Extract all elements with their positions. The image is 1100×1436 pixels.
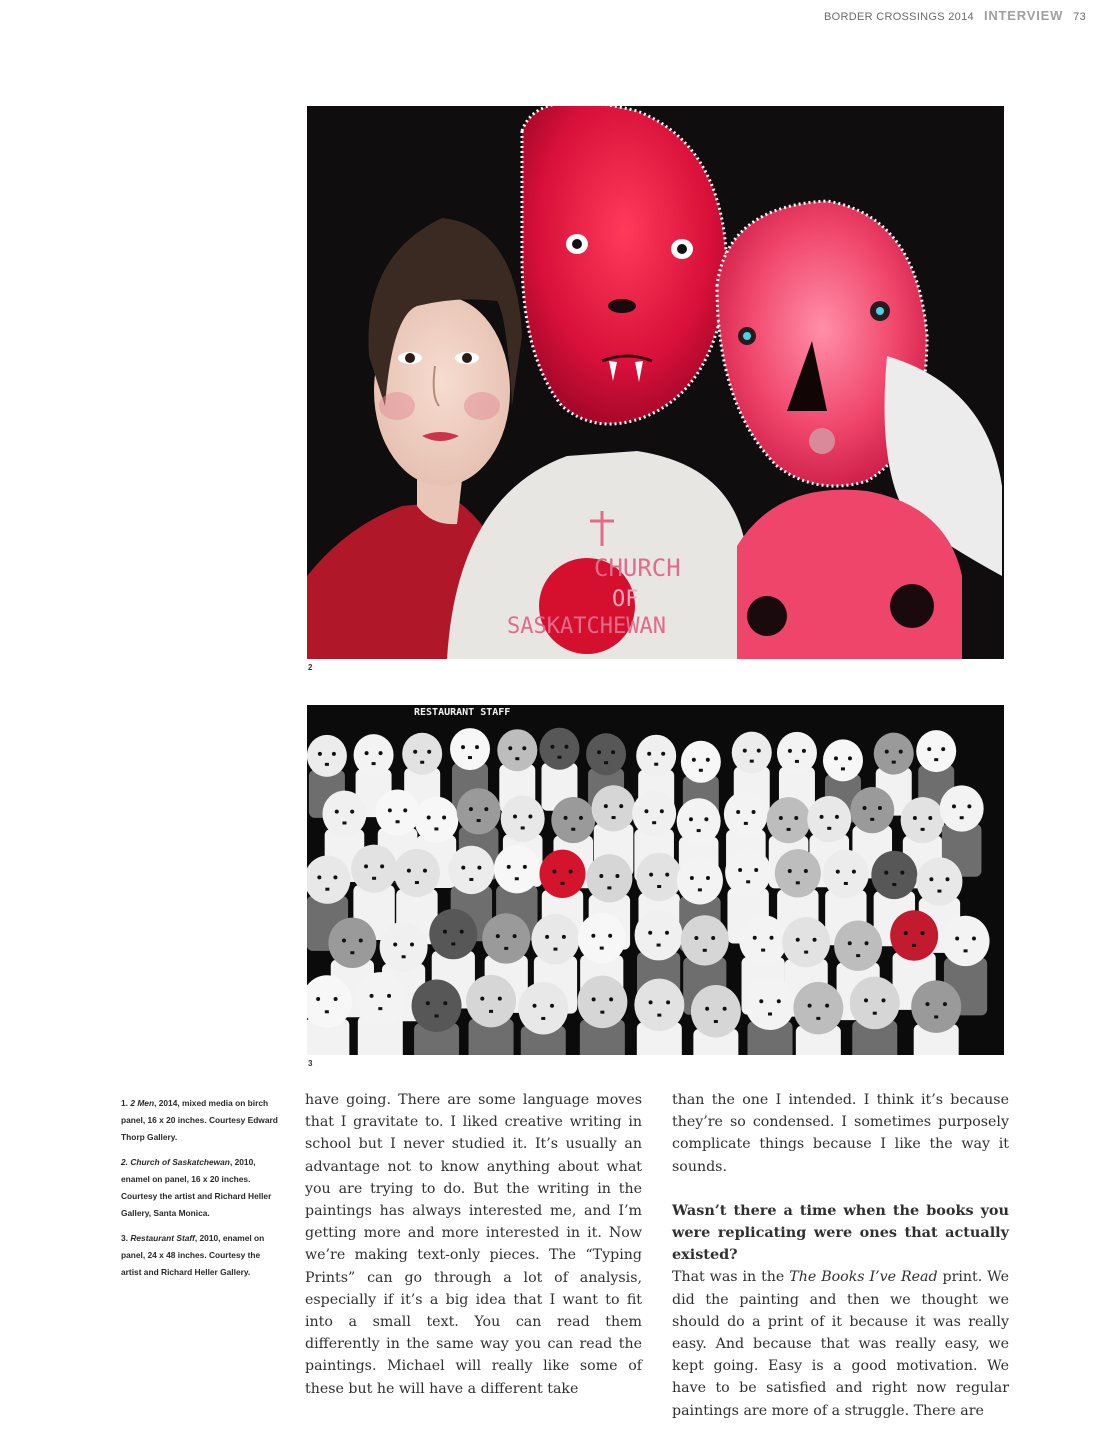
painted-face [850,787,894,833]
face-mouth [607,886,611,889]
face-eye [550,745,554,749]
face-eye [660,809,664,813]
painted-face [531,914,579,964]
face-eye [753,936,757,940]
painted-face [354,734,394,776]
face-eye [899,750,903,754]
face-mouth [571,828,575,831]
face-eye [513,934,517,938]
face-eye [804,869,808,873]
face-eye [759,999,763,1003]
face-mouth [787,828,791,831]
face-mouth [434,827,438,830]
face-mouth [469,878,473,881]
book-title: The Books I’ve Read [789,1269,938,1286]
painted-face [636,735,676,777]
painted-face [677,798,721,844]
face-eye [647,752,651,756]
article-column-1 [305,1089,642,1400]
face-mouth [816,1017,820,1020]
painted-face [782,917,830,967]
face-eye [820,815,824,819]
caption-2: 2. Church of Saskatchewan, 2010, enamel on panel, 16 x 20 inches. Courtesy the artist and Richard Heller Gallery, Santa Monica. [121,1157,272,1218]
painted-face [732,732,772,774]
face-eye [599,874,603,878]
face-eye [365,751,369,755]
face-eye [461,745,465,749]
painted-face [834,921,882,971]
face-mouth [657,1014,661,1017]
face-eye [802,749,806,753]
painted-face [494,845,540,893]
face-eye [882,998,886,1002]
painted-face [745,978,795,1031]
face-eye [904,931,908,935]
face-eye [754,868,758,872]
face-eye [967,804,971,808]
face-eye [738,868,742,872]
face-eye [460,930,464,934]
painted-face [823,739,863,781]
face-mouth [795,760,799,763]
painted-face [916,730,956,772]
painted-face [380,922,428,972]
face-eye [579,816,583,820]
face-eye [928,816,932,820]
face-eye [332,752,336,756]
face-eye [317,875,321,879]
article-column-2 [672,1089,1009,1422]
face-eye [427,816,431,820]
face-mouth [350,951,354,954]
face-eye [608,934,612,938]
painted-face [632,790,676,836]
painted-face [355,972,405,1025]
face-mouth [372,762,376,765]
face-eye [929,877,933,881]
face-eye [777,999,781,1003]
face-eye [522,746,526,750]
face-eye [694,936,698,940]
face-mouth [960,816,964,819]
face-eye [370,994,374,998]
face-eye [705,1007,709,1011]
face-mouth [612,816,616,819]
painting-restaurant-staff-image [307,705,1004,1055]
painted-face [586,854,632,902]
painted-face [739,915,787,965]
face-eye [692,758,696,762]
interview-question: Wasn’t there a time when the books you were replicating were ones that actually existed? [672,1201,1009,1264]
face-mouth [657,944,661,947]
face-mouth [827,827,831,830]
face-eye [863,806,867,810]
face-eye [900,871,904,875]
face-eye [752,810,756,814]
face-mouth [435,1014,439,1017]
face-eye [564,816,568,820]
face-mouth [856,954,860,957]
painted-face [807,796,851,842]
face-mouth [703,949,707,952]
face-eye [475,745,479,749]
face-mouth [515,757,519,760]
face-mouth [937,890,941,893]
face-eye [523,865,527,869]
face-eye [498,997,502,1001]
face-mouth [553,948,557,951]
face-eye [706,876,710,880]
face-eye [388,808,392,812]
face-eye [865,941,869,945]
face-eye [592,997,596,1001]
painted-face [376,789,420,835]
face-eye [757,749,761,753]
face-eye [619,804,623,808]
painted-face [414,797,458,843]
face-mouth [697,829,701,832]
face-eye [885,750,889,754]
face-eye [443,1001,447,1005]
painted-face [725,848,771,896]
body-paragraph: have going. There are some language moves that I gravitate to. I liked creative writing in school but I never studied it. It’s usually an advantage not to know anything about what you are trying to do. But the writing in the paintings has always interested me, and I’m getting more and more interested in it. Now we’re making text-only pieces. The “Typing Prints” can go through a lot of analysis, especially if it’s a big idea that I want to fit into a small text. You can read them differently in the same way you can read the paintings. Michael will really like some of these but he will have a different take [305,1092,642,1397]
face-eye [813,938,817,942]
face-eye [609,997,613,1001]
face-mouth [378,1007,382,1010]
painted-face [901,797,945,843]
painted-face [823,850,869,898]
face-eye [665,873,669,877]
painted-face [328,918,376,968]
painted-face [793,982,843,1035]
face-mouth [600,1011,604,1014]
face-mouth [768,1013,772,1016]
painted-face [518,982,568,1034]
running-head [824,8,1086,22]
face-eye [788,869,792,873]
painted-face [539,850,585,898]
face-mouth [934,1015,938,1018]
face-eye [779,816,783,820]
face-mouth [504,947,508,950]
face-eye [770,936,774,940]
face-mouth [600,947,604,950]
painted-face [940,785,984,831]
face-eye [743,749,747,753]
face-eye [706,758,710,762]
page-number: 73 [1073,11,1086,23]
face-eye [644,809,648,813]
face-mouth [699,769,703,772]
painted-face [767,797,811,843]
face-eye [403,808,407,812]
painted-face [691,985,741,1038]
painted-face [307,735,347,777]
face-eye [569,870,573,874]
painted-face [578,913,626,963]
painted-face [777,732,817,774]
face-eye [477,866,481,870]
face-eye [410,942,414,946]
face-eye [661,752,665,756]
face-eye [913,816,917,820]
painted-face [466,975,516,1028]
face-mouth [746,880,750,883]
face-eye [334,997,338,1001]
face-eye [648,931,652,935]
face-mouth [714,1020,718,1023]
painted-face [482,913,530,963]
face-eye [689,817,693,821]
painted-face [429,909,477,959]
face-mouth [870,818,874,821]
face-mouth [698,888,702,891]
face-eye [808,1004,812,1008]
face-mouth [744,822,748,825]
face-eye [955,937,959,941]
shirt-text-church: CHURCH [594,554,681,582]
face-eye [848,756,852,760]
face-eye [943,1002,947,1006]
painted-face [850,977,900,1030]
face-eye [927,747,931,751]
face-eye [423,869,427,873]
face-mouth [325,763,329,766]
face-eye [952,804,956,808]
face-eye [723,1007,727,1011]
face-eye [788,749,792,753]
face-eye [545,935,549,939]
painted-face [635,910,683,960]
face-eye [562,935,566,939]
painted-face [586,733,626,775]
face-eye [704,817,708,821]
face-eye [461,866,465,870]
painted-face [448,846,494,894]
painted-face [636,853,682,901]
face-mouth [652,821,656,824]
face-eye [615,874,619,878]
face-eye [513,815,517,819]
face-eye [878,806,882,810]
face-eye [794,816,798,820]
painted-face [775,849,821,897]
face-eye [736,810,740,814]
face-mouth [841,767,845,770]
face-mouth [654,763,658,766]
face-eye [836,870,840,874]
face-mouth [541,1017,545,1020]
face-eye [442,816,446,820]
face-eye [533,1004,537,1008]
face-eye [711,936,715,940]
face-mouth [402,955,406,958]
face-mouth [420,761,424,764]
face-mouth [892,761,896,764]
caption-3: 3. Restaurant Staff, 2010, enamel on panel, 24 x 48 inches. Courtesy the artist and Richard Heller Gallery. [121,1233,265,1277]
painted-face [890,910,938,960]
face-eye [413,750,417,754]
painted-face [322,791,366,837]
face-eye [864,998,868,1002]
face-mouth [521,826,525,829]
painted-face [539,728,579,770]
face-mouth [912,944,916,947]
face-eye [387,994,391,998]
face-eye [884,871,888,875]
caption-1: 1. 2 Men, 2014, mixed media on birch panel, 16 x 20 inches. Courtesy Edward Thorp Gallery. [121,1098,278,1142]
publication-name: BORDER CROSSINGS 2014 [823,11,974,23]
face-eye [426,1001,430,1005]
painted-face [916,857,962,905]
painted-face [634,979,684,1032]
painted-face [402,733,442,775]
painted-face [497,729,537,771]
face-mouth [477,819,481,822]
face-eye [379,751,383,755]
face-mouth [964,949,968,952]
face-eye [941,747,945,751]
face-mouth [750,760,754,763]
figure-number-3: 3 [308,1059,313,1068]
painted-face [394,849,440,897]
figure-number-2: 2 [308,663,313,672]
face-eye [393,942,397,946]
painted-face [577,976,627,1029]
face-mouth [657,885,661,888]
face-eye [649,1000,653,1004]
face-eye [469,807,473,811]
face-mouth [489,1010,493,1013]
painted-title-restaurant-staff: RESTAURANT STAFF [414,707,511,718]
face-mouth [796,881,800,884]
painted-face [911,980,961,1033]
painting-church-of-saskatchewan [307,106,1004,659]
face-mouth [415,881,419,884]
face-eye [316,997,320,1001]
face-mouth [342,821,346,824]
face-eye [834,756,838,760]
painted-face [942,916,990,966]
painted-face [412,979,462,1032]
face-eye [359,938,363,942]
face-mouth [873,1012,877,1015]
shirt-text-saskatchewan: SASKATCHEWAN [507,614,666,639]
face-mouth [560,882,564,885]
face-eye [604,804,608,808]
face-eye [364,864,368,868]
face-eye [925,1002,929,1006]
face-eye [611,750,615,754]
face-eye [796,938,800,942]
face-mouth [451,942,455,945]
face-mouth [372,877,376,880]
face-eye [591,934,595,938]
face-eye [550,1004,554,1008]
face-mouth [468,756,472,759]
face-eye [848,941,852,945]
face-eye [507,865,511,869]
face-mouth [921,828,925,831]
painted-face [871,851,917,899]
face-eye [649,873,653,877]
face-eye [564,745,568,749]
interview-answer: That was in the The Books I’ve Read print. We did the painting and then we thought we should do a print of it because it was really easy. And because that was really easy, we kept going. Easy is a good motivation. We have to be satisfied and right now regular paintings are more of a struggle. There are [672,1269,1010,1419]
painted-face [501,796,545,842]
painted-face [457,788,501,834]
face-mouth [396,820,400,823]
shirt-text-of: OF [612,587,639,612]
painted-face [450,728,490,770]
face-eye [835,815,839,819]
face-eye [665,931,669,935]
painted-face [551,797,595,843]
face-mouth [804,951,808,954]
painted-face [724,791,768,837]
face-mouth [515,877,519,880]
crowd-of-faces [307,728,990,1055]
face-eye [852,870,856,874]
face-eye [427,750,431,754]
face-eye [342,938,346,942]
face-mouth [761,949,765,952]
face-eye [480,997,484,1001]
face-eye [350,810,354,814]
section-label: INTERVIEW [983,8,1064,23]
painted-face [681,741,721,783]
painted-face [874,733,914,775]
painted-face [592,785,636,831]
face-eye [825,1004,829,1008]
figure-captions [121,1095,279,1289]
face-eye [552,870,556,874]
face-mouth [892,883,896,886]
painted-face [351,845,397,893]
face-eye [666,1000,670,1004]
face-eye [921,931,925,935]
face-eye [443,930,447,934]
face-mouth [325,1010,329,1013]
face-eye [528,815,532,819]
face-mouth [325,888,329,891]
painted-face [681,915,729,965]
painting-restaurant-staff [307,705,1004,1055]
painted-face [677,856,723,904]
face-eye [333,875,337,879]
body-paragraph: than the one I intended. I think it’s because they’re so condensed. I sometimes purposely complicate things because I like the way it sounds. [672,1092,1009,1175]
face-eye [318,752,322,756]
face-eye [484,807,488,811]
face-eye [407,869,411,873]
face-mouth [934,758,938,761]
face-mouth [604,761,608,764]
face-eye [380,864,384,868]
face-eye [972,937,976,941]
face-eye [496,934,500,938]
face-eye [945,877,949,881]
face-eye [335,810,339,814]
face-eye [690,876,694,880]
face-eye [508,746,512,750]
face-mouth [844,882,848,885]
face-eye [597,750,601,754]
face-mouth [557,756,561,759]
painting-church-of-saskatchewan-image [307,106,1004,659]
